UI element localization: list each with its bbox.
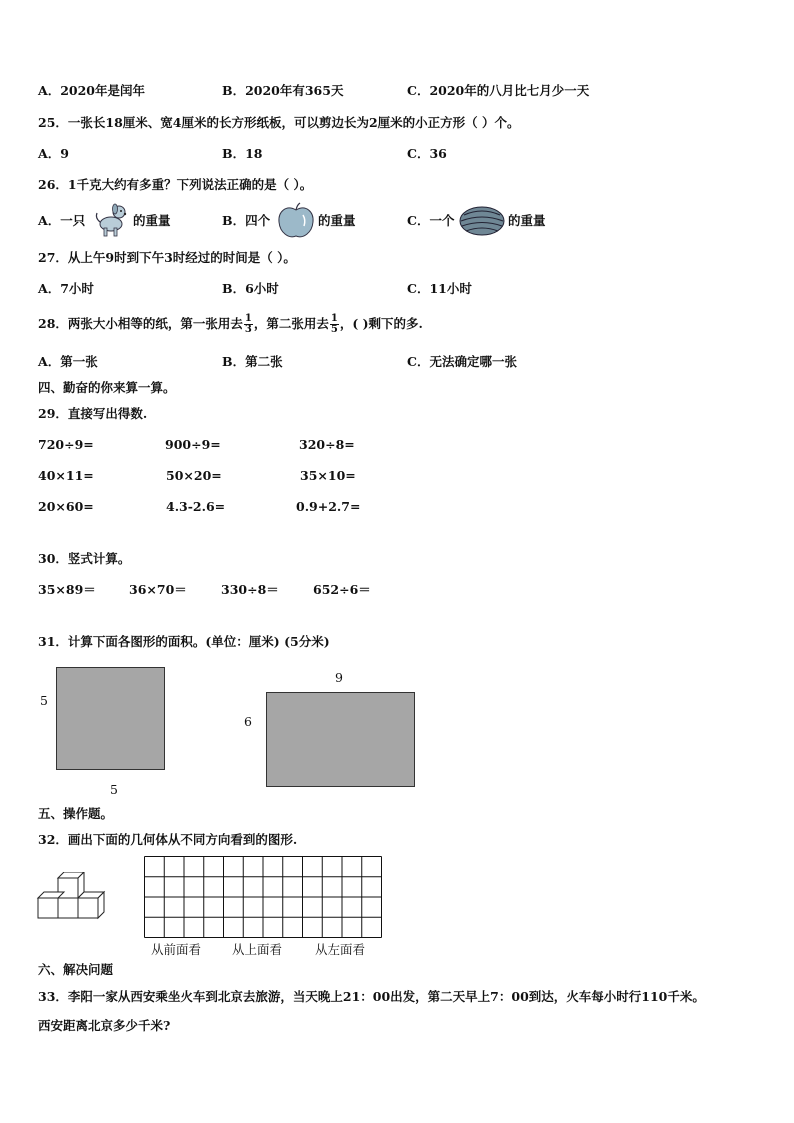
q30-stem: 30．竖式计算。 [38, 551, 131, 566]
fraction-one-third [244, 314, 253, 335]
cube-solid-figure [36, 872, 106, 924]
q26-stem: 26．1千克大约有多重？下列说法正确的是（ ）。 [38, 177, 313, 192]
section-5-heading: 五、操作题。 [38, 806, 114, 821]
q26-option-b-suffix: 的重量 [318, 213, 356, 228]
fraction-denominator: 5 [330, 324, 338, 335]
rectangle-length-label: 9 [335, 670, 343, 685]
q28-option-a: A．第一张 [38, 354, 98, 369]
dog-icon [92, 200, 130, 238]
q29-cell: 4.3-2.6= [166, 499, 226, 514]
q26-option-c-prefix: C．一个 [407, 213, 455, 228]
view-top-label: 从上面看 [232, 942, 283, 957]
fraction-numerator: 1 [330, 313, 338, 324]
q27-option-b: B．6小时 [222, 281, 279, 296]
q24-option-a: A．2020年是闰年 [38, 83, 145, 98]
q26-option-a-prefix: A．一只 [38, 213, 86, 228]
rectangle-width-label: 6 [244, 714, 252, 729]
q27-stem: 27．从上午9时到下午3时经过的时间是（ ）。 [38, 250, 296, 265]
section-6-heading: 六、解决问题 [38, 962, 114, 977]
q28-stem [38, 312, 423, 336]
square-figure [56, 667, 165, 770]
q24-option-b: B．2020年有365天 [222, 83, 344, 98]
q25-option-c: C．36 [407, 146, 447, 161]
q29-cell: 50×20= [166, 468, 222, 483]
watermelon-icon [458, 205, 506, 237]
q28-stem-part3: ，( )剩下的多. [339, 316, 423, 331]
q33-line2: 西安距离北京多少千米? [38, 1018, 171, 1033]
q28-stem-part2: ，第二张用去 [253, 316, 329, 331]
fraction-one-fifth [330, 314, 339, 335]
q30-item: 36×70＝ [129, 582, 187, 597]
q29-stem: 29．直接写出得数. [38, 406, 148, 421]
q28-stem-part1: 28．两张大小相等的纸，第一张用去 [38, 316, 243, 331]
q29-cell: 720÷9= [38, 437, 94, 452]
q30-item: 35×89＝ [38, 582, 96, 597]
q29-cell: 40×11= [38, 468, 94, 483]
q32-stem: 32．画出下面的几何体从不同方向看到的图形. [38, 832, 298, 847]
q24-option-c: C．2020年的八月比七月少一天 [407, 83, 590, 98]
q27-option-c: C．11小时 [407, 281, 472, 296]
rectangle-figure [266, 692, 415, 787]
q29-cell: 320÷8= [299, 437, 355, 452]
drawing-grid [144, 856, 382, 938]
fraction-denominator: 3 [244, 324, 252, 335]
q29-cell: 0.9+2.7= [296, 499, 361, 514]
q33-line1: 33．李阳一家从西安乘坐火车到北京去旅游，当天晚上21：00出发，第二天早上7：00到达，火车每小时行110千米。 [38, 989, 705, 1004]
q29-cell: 35×10= [300, 468, 356, 483]
q30-item: 652÷6＝ [313, 582, 371, 597]
q29-cell: 20×60= [38, 499, 94, 514]
q28-option-c: C．无法确定哪一张 [407, 354, 517, 369]
q29-cell: 900÷9= [165, 437, 221, 452]
q25-option-a: A．9 [38, 146, 69, 161]
q25-stem: 25．一张长18厘米、宽4厘米的长方形纸板，可以剪边长为2厘米的小正方形（ ）个。 [38, 115, 520, 130]
q26-option-c-suffix: 的重量 [508, 213, 546, 228]
q27-option-a: A．7小时 [38, 281, 94, 296]
view-left-label: 从左面看 [315, 942, 366, 957]
section-4-heading: 四、勤奋的你来算一算。 [38, 380, 176, 395]
fraction-numerator: 1 [244, 313, 252, 324]
q31-stem: 31．计算下面各图形的面积。(单位：厘米) (5分米) [38, 634, 330, 649]
q30-item: 330÷8＝ [221, 582, 279, 597]
square-bottom-label: 5 [110, 782, 118, 797]
q26-option-a-suffix: 的重量 [133, 213, 171, 228]
apple-icon [276, 202, 316, 240]
q25-option-b: B．18 [222, 146, 263, 161]
q28-option-b: B．第二张 [222, 354, 283, 369]
view-front-label: 从前面看 [151, 942, 202, 957]
square-side-label: 5 [40, 693, 48, 708]
q26-option-b-prefix: B．四个 [222, 213, 271, 228]
